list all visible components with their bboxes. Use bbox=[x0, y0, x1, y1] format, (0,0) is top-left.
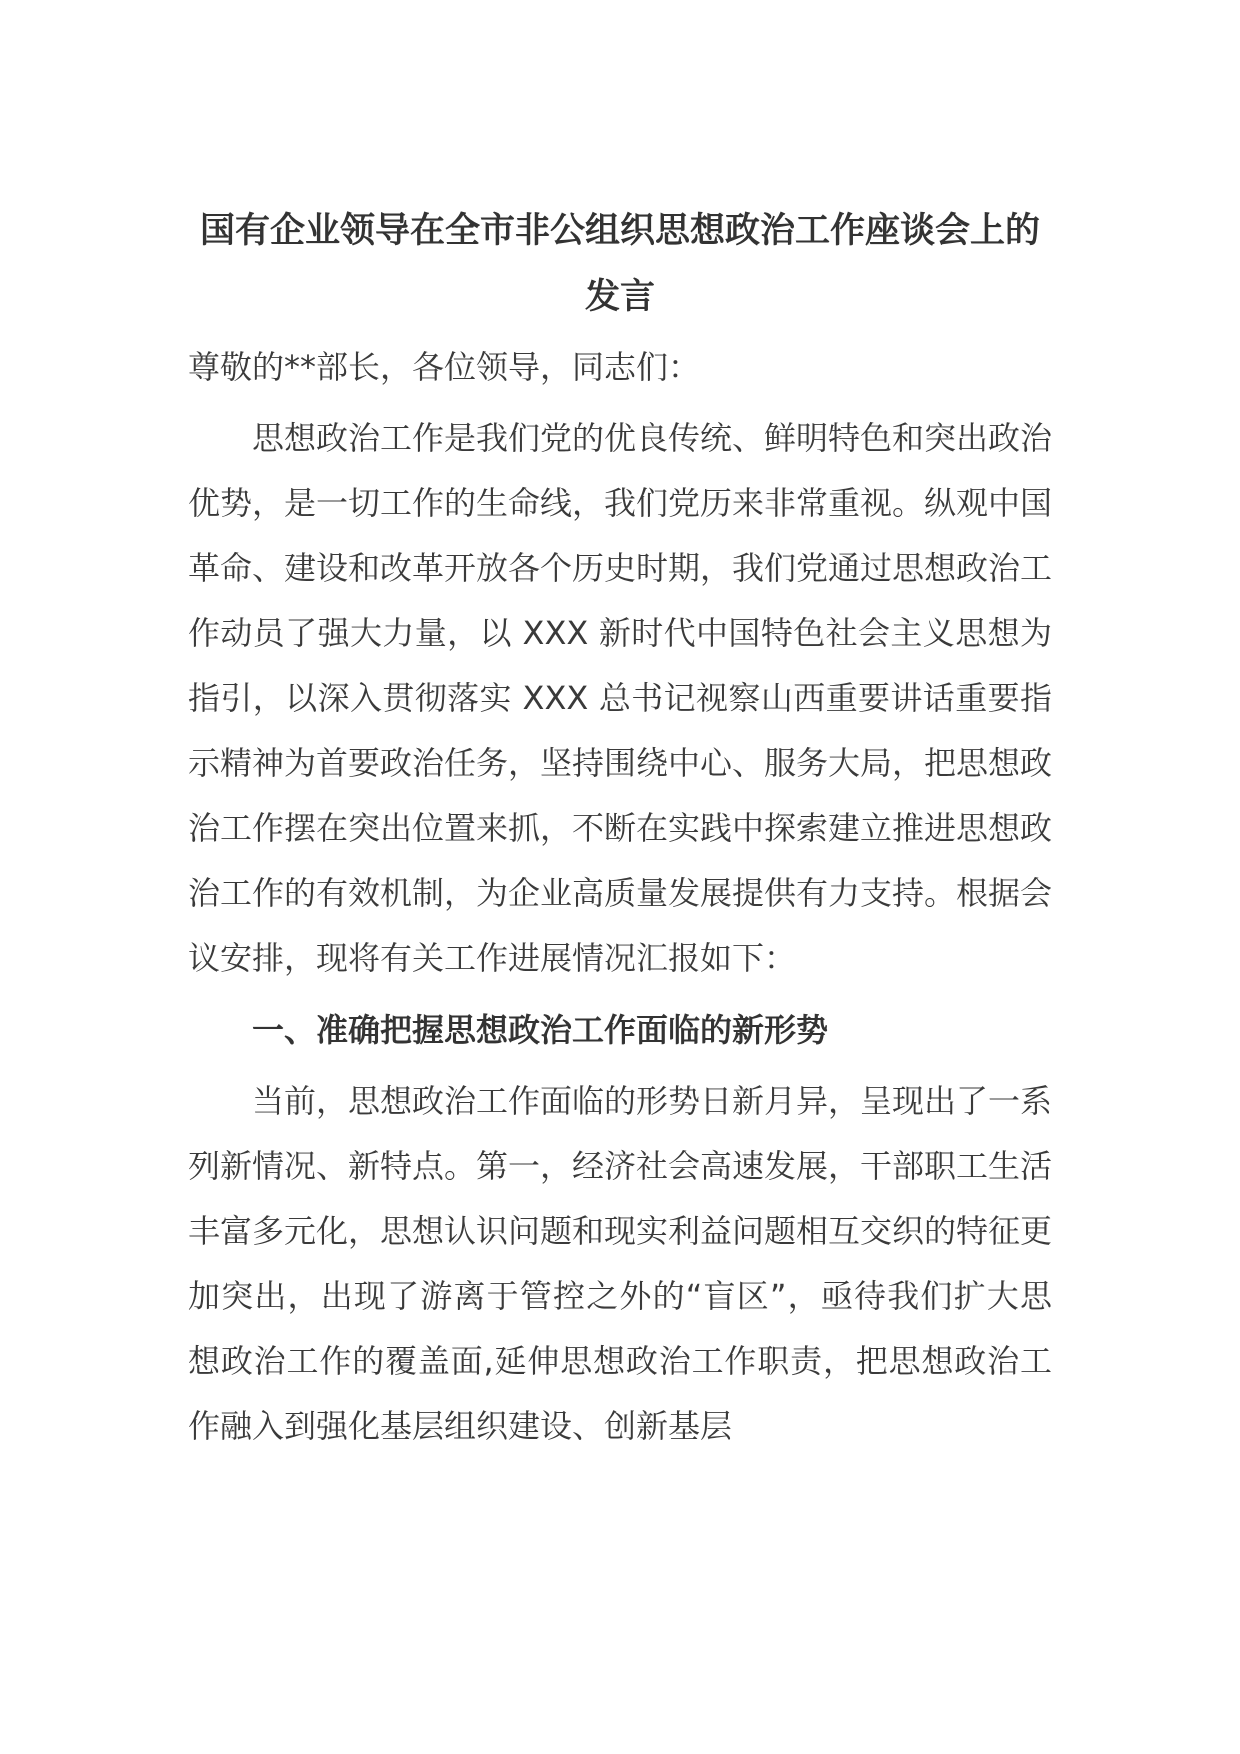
salutation: 尊敬的**部长，各位领导，同志们： bbox=[188, 348, 701, 386]
section-paragraph: 当前，思想政治工作面临的形势日新月异，呈现出了一系列新情况、新特点。第一，经济社会高速发展，干部职工生活丰富多元化，思想认识问题和现实利益问题相互交织的特征更加突出，出现了游离于管控之外的“盲区”，亟待我们扩大思想政治工作的覆盖面,延伸思想政治工作职责，把思想政治工作融入到强化基层组织建设、创新基层 bbox=[188, 1082, 1053, 1445]
document-body bbox=[188, 198, 1052, 1459]
document-title: 国有企业领导在全市非公组织思想政治工作座谈会上的发言 bbox=[199, 211, 1040, 317]
section-heading: 一、准确把握思想政治工作面临的新形势 bbox=[252, 1011, 829, 1049]
intro-paragraph: 思想政治工作是我们党的优良传统、鲜明特色和突出政治优势，是一切工作的生命线，我们党历来非常重视。纵观中国革命、建设和改革开放各个历史时期，我们党通过思想政治工作动员了强大力量，以 XXX 新时代中国特色社会主义思想为指引，以深入贯彻落实 XXX 总书记视察山西重要讲话重要指示精神为首要政治任务，坚持围绕中心、服务大局，把思想政治工作摆在突出位置来抓，不断在实践中探索建立推进思想政治工作的有效机制，为企业高质量发展提供有力支持。根据会议安排，现将有关工作进展情况汇报如下： bbox=[188, 419, 1053, 977]
